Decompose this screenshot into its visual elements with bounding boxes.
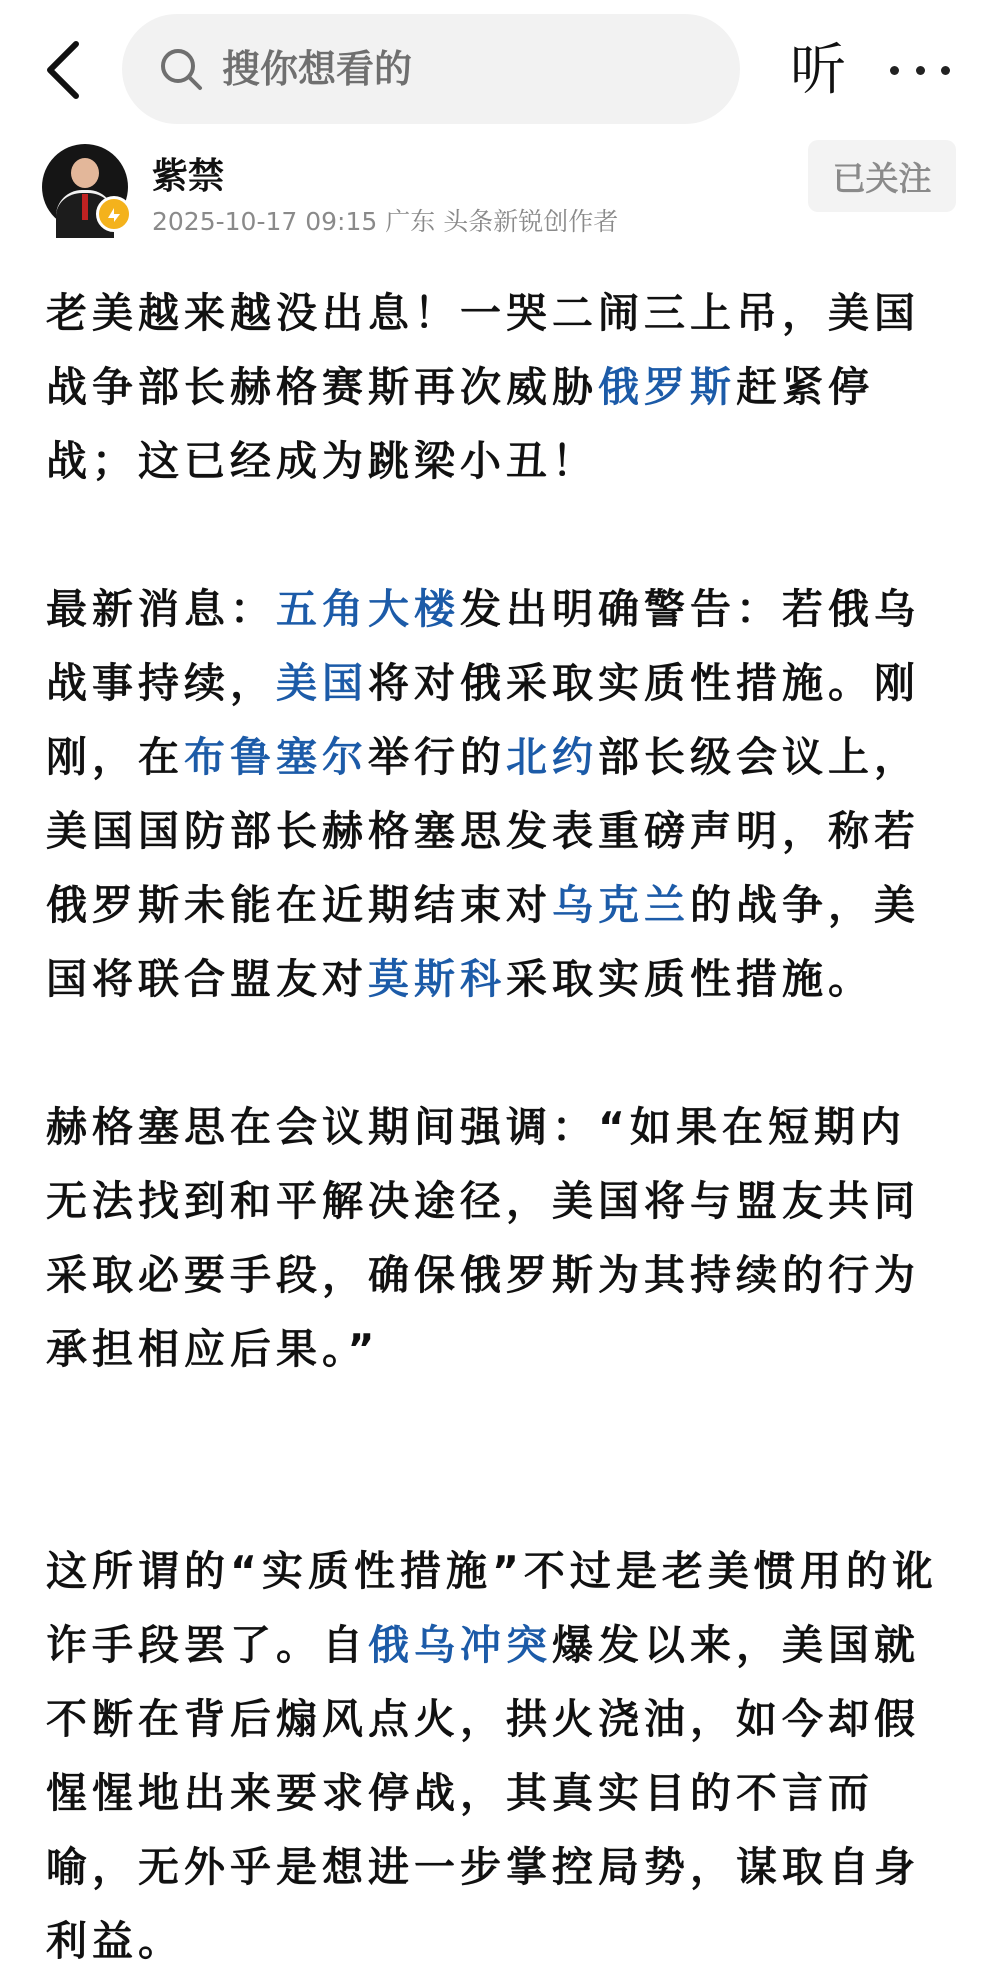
post-timestamp: 2025-10-17 09:15	[152, 207, 378, 236]
entity-link[interactable]: 五角大楼	[276, 585, 460, 633]
article-paragraph: 这所谓的“实质性措施”不过是老美惯用的讹诈手段罢了。自俄乌冲突爆发以来，美国就不断在背后煽风点火，拱火浇油，如今却假惺惺地出来要求停战，其真实目的不言而喻，无外乎是想进一步掌控局势，谋取自身利益。	[46, 1547, 938, 1965]
more-options-button[interactable]	[890, 60, 950, 80]
post-location: 广东	[385, 207, 436, 236]
back-button[interactable]	[40, 38, 90, 102]
article-body	[46, 276, 946, 1978]
entity-link[interactable]: 美国	[276, 659, 368, 707]
entity-link[interactable]: 乌克兰	[552, 881, 690, 929]
article-paragraph: 老美越来越没出息！一哭二闹三上吊，美国战争部长赫格赛斯再次威胁俄罗斯赶紧停战；这已经成为跳梁小丑！	[46, 289, 920, 485]
more-dot-icon	[890, 66, 899, 75]
author-header	[0, 140, 986, 240]
search-bar[interactable]	[122, 14, 740, 124]
more-dot-icon	[941, 66, 950, 75]
creator-tag: 头条新锐创作者	[443, 207, 619, 236]
entity-link[interactable]: 北约	[506, 733, 598, 781]
avatar-face	[71, 158, 99, 188]
search-input[interactable]	[222, 47, 702, 91]
follow-button[interactable]: 已关注	[808, 140, 956, 212]
more-dot-icon	[916, 66, 925, 75]
author-name[interactable]: 紫禁	[152, 156, 225, 197]
verified-badge-icon	[96, 196, 132, 232]
entity-link[interactable]: 俄罗斯	[598, 363, 736, 411]
author-meta	[152, 202, 618, 238]
top-navigation-bar	[0, 0, 986, 140]
article-paragraph: 最新消息：五角大楼发出明确警告：若俄乌战事持续，美国将对俄采取实质性措施。刚刚，在布鲁塞尔举行的北约部长级会议上，美国国防部长赫格塞思发表重磅声明，称若俄罗斯未能在近期结束对乌克兰的战争，美国将联合盟友对莫斯科采取实质性措施。	[46, 585, 920, 1003]
entity-link[interactable]: 莫斯科	[368, 955, 506, 1003]
avatar-tie	[82, 194, 88, 220]
entity-link[interactable]: 布鲁塞尔	[184, 733, 368, 781]
chevron-left-icon	[40, 38, 90, 102]
listen-button[interactable]: 听	[790, 38, 846, 103]
article-paragraph: 赫格塞思在会议期间强调：“如果在短期内无法找到和平解决途径，美国将与盟友共同采取必要手段，确保俄罗斯为其持续的行为承担相应后果。”	[46, 1103, 920, 1373]
entity-link[interactable]: 俄乌冲突	[368, 1621, 552, 1669]
search-icon	[158, 46, 204, 92]
lightning-icon	[104, 204, 124, 224]
